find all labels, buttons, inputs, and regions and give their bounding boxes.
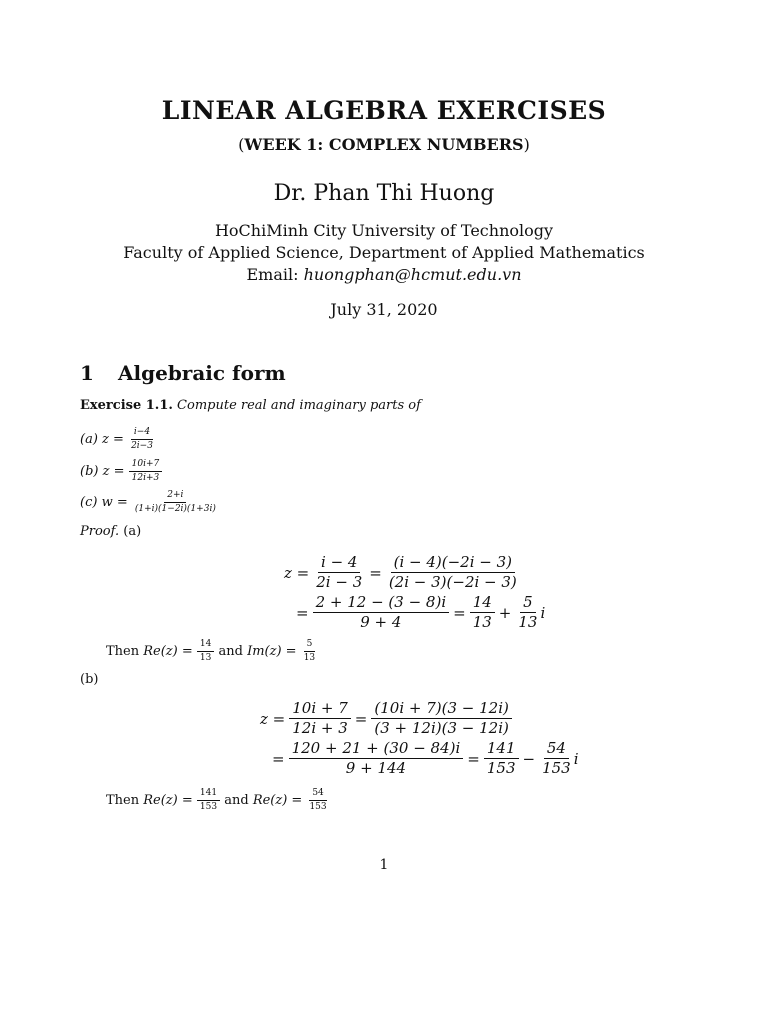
proof-label: Proof. (80, 524, 120, 539)
section-number: 1 (80, 361, 94, 385)
result-b: Then Re(z) = $\frac{141}{153}$ and Re(z) = $\frac{54}{153}$ (106, 789, 330, 812)
section-heading (80, 361, 286, 385)
fraction: $\frac{14}{13}$ (197, 640, 214, 663)
proof-part-b-label: (b) (80, 672, 99, 687)
fraction: $\frac{i - 4}{2i - 3}$ (316, 553, 363, 591)
page-number: 1 (379, 857, 389, 873)
exercise-statement (80, 398, 421, 413)
fraction: $\frac{54}{153}$ (309, 788, 327, 812)
affiliation-faculty: Faculty of Applied Science, Department of Applied Mathematics (123, 243, 645, 262)
exercise-item-c: (c) w = $\frac{2+i}{(1+i)(1-2i)(1+3i)}$ (80, 491, 219, 514)
section-title: Algebraic form (118, 361, 286, 385)
fraction: $\frac{(10i + 7)(3 - 12i)}{(3 + 12i)(3 - 12i)}$ (371, 701, 511, 736)
fraction: $\frac{i-4}{2i-3}$ (131, 427, 153, 451)
email-label: Email: (246, 265, 299, 284)
fraction: $\frac{141}{153}$ (484, 741, 519, 776)
fraction: $\frac{14}{13}$ (470, 595, 495, 630)
exercise-item-a: (a) z = $\frac{i-4}{2i-3}$ (80, 428, 156, 451)
affiliation-email (0, 265, 768, 284)
equation-b-line-2: = $\frac{120 + 21 + (30 - 84)i}{9 + 144}$ = $\frac{141}{153}$ − $\frac{54}{153}$ i (272, 739, 579, 777)
fraction: $\frac{10i+7}{12i+3}$ (129, 460, 163, 483)
subtitle-close-paren: ) (523, 135, 530, 154)
email-address: huongphan@hcmut.edu.vn (303, 265, 522, 284)
equation-a-line-2: = $\frac{2 + 12 - (3 - 8)i}{9 + 4}$ = $\frac{14}{13}$ + $\frac{5}{13}$ i (296, 593, 546, 631)
proof-heading (80, 524, 141, 539)
document-date: July 31, 2020 (330, 300, 438, 319)
exercise-text: Compute real and imaginary parts of (177, 398, 421, 413)
fraction: $\frac{10i + 7}{12i + 3}$ (289, 701, 351, 736)
document-subtitle (0, 135, 768, 154)
fraction: $\frac{141}{153}$ (197, 789, 220, 812)
subtitle-text: WEEK 1: COMPLEX NUMBERS (244, 135, 524, 154)
subtitle-open-paren: ( (238, 135, 245, 154)
fraction: $\frac{5}{13}$ (518, 593, 538, 631)
equation-a-line-1: z = $\frac{i - 4}{2i - 3}$ = $\frac{(i - 4)(-2i - 3)}{(2i - 3)(-2i - 3)}$ (284, 555, 520, 590)
exercise-label: Exercise 1.1. (80, 398, 173, 413)
document-title: LINEAR ALGEBRA EXERCISES (161, 96, 607, 125)
fraction: $\frac{54}{153}$ (542, 739, 571, 777)
exercise-item-b: (b) z = $\frac{10i+7}{12i+3}$ (80, 460, 162, 483)
affiliation-university: HoChiMinh City University of Technology (214, 221, 554, 240)
fraction: $\frac{(i - 4)(-2i - 3)}{(2i - 3)(-2i - 3)}$ (388, 553, 517, 591)
author-name: Dr. Phan Thi Huong (273, 181, 495, 206)
result-a: Then Re(z) = $\frac{14}{13}$ and Im(z) = $\frac{5}{13}$ (106, 640, 318, 663)
proof-part-a-label: (a) (123, 524, 142, 539)
fraction: $\frac{5}{13}$ (303, 639, 316, 663)
equation-b-line-1: z = $\frac{10i + 7}{12i + 3}$ = $\frac{(10i + 7)(3 - 12i)}{(3 + 12i)(3 - 12i)}$ (260, 701, 512, 736)
fraction: $\frac{2+i}{(1+i)(1-2i)(1+3i)}$ (134, 490, 216, 514)
fraction: $\frac{120 + 21 + (30 - 84)i}{9 + 144}$ (289, 741, 464, 776)
fraction: $\frac{2 + 12 - (3 - 8)i}{9 + 4}$ (313, 595, 450, 630)
